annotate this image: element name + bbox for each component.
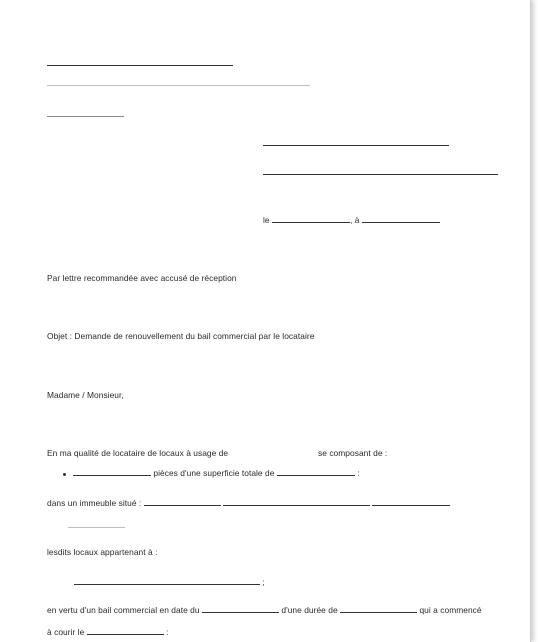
sender-city-line [47,116,124,117]
building-blank-3 [372,498,450,506]
place-blank [362,215,440,223]
lease-line [47,605,482,615]
lease-start: en vertu d'un bail commercial en date du [47,605,200,615]
lease-duration-blank [340,605,417,613]
bullet-rooms-line [73,468,360,478]
bullet-end: : [357,468,360,478]
recipient-name-line [263,145,449,146]
owner-blank-line [74,577,265,587]
lease-run-blank [87,627,164,635]
date-blank [272,215,350,223]
date-line [263,215,440,225]
bullet-icon [63,473,66,476]
lease-duration: d'une durée de [281,605,338,615]
lease-date-blank [202,605,279,613]
lease-run-line [47,627,169,637]
surface-blank [277,468,355,476]
owner-line: lesdits locaux appartenant à : [47,547,158,557]
building-continuation-line [68,527,125,528]
building-prefix: dans un immeuble situé : [47,498,142,508]
delivery-mode: Par lettre recommandée avec accusé de réception [47,273,237,283]
owner-end: ; [262,577,265,587]
body-usage-start: En ma qualité de locataire de locaux à usage de [47,448,229,458]
lease-run-end: : [166,627,169,637]
building-blank-1 [144,498,221,506]
date-prefix: le [263,215,270,225]
recipient-address-line [263,174,498,175]
subject-line: Objet : Demande de renouvellement du bail commercial par le locataire [47,331,315,341]
body-usage-end: se composant de : [318,448,388,458]
sender-address-line [47,85,310,86]
bullet-rooms-text: pièces d'une superficie totale de [153,468,275,478]
rooms-blank [73,468,151,476]
date-separator: , à [350,215,360,225]
lease-run: à courir le [47,627,85,637]
building-line [47,498,450,508]
salutation: Madame / Monsieur, [47,390,124,400]
building-blank-2 [223,498,370,506]
lease-begun: qui a commencé [419,605,482,615]
sender-name-line [47,65,233,66]
owner-blank [74,577,260,585]
